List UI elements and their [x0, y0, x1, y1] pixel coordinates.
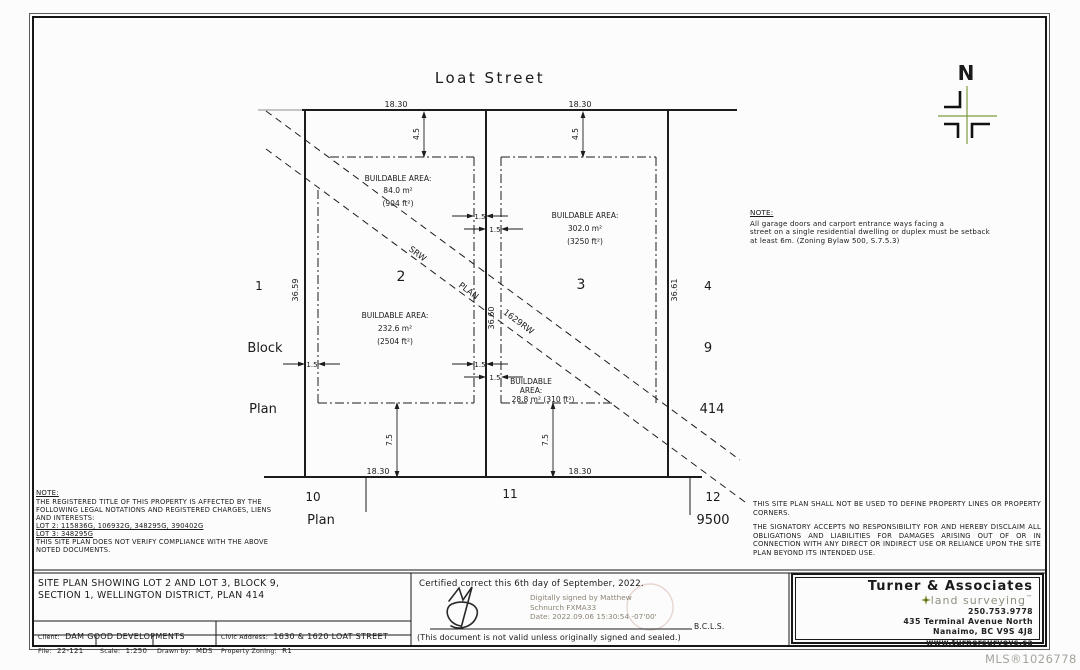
dim-side-setback-e: 1.5 [489, 374, 501, 382]
drawn-by-value: MDS [195, 646, 213, 655]
disclaimer [753, 500, 1041, 564]
plan2-label: Plan [307, 513, 335, 528]
note-heading: NOTE: [36, 489, 59, 497]
property-lines [258, 110, 737, 515]
plan-number: 414 [699, 402, 725, 417]
legal-note-left [36, 489, 274, 554]
trademark-symbol: ™ [1026, 594, 1033, 602]
dim-depth-right: 36.61 [670, 278, 679, 302]
client-value: DAM GOOD DEVELOPMENTS [65, 632, 185, 641]
bcls-designation: B.C.L.S. [694, 622, 725, 631]
dim-frontage-top-lot2: 18.30 [384, 100, 408, 109]
digital-signature-line1: Digitally signed by Matthew [530, 593, 632, 602]
srw-plan-number: 1629RW [500, 307, 536, 338]
lot4-label: 4 [704, 279, 712, 293]
dim-side-setback-d: 1.5 [474, 361, 486, 369]
land-surveying-icon [921, 595, 931, 605]
buildable-lot3-lower-title2: AREA: [519, 386, 543, 395]
zoning-cell [221, 638, 292, 657]
dim-front-setback-lot2: 4.5 [412, 128, 421, 140]
note-heading: NOTE: [750, 208, 774, 217]
zoning-label: Property Zoning: [221, 647, 277, 655]
north-label: N [957, 61, 975, 85]
street-name: Loat Street [434, 69, 546, 87]
buildable-lot3-lower-title1: BUILDABLE [510, 377, 552, 386]
lot1-label: 1 [255, 279, 263, 293]
dimension-lines [283, 113, 583, 476]
block-label: Block [247, 341, 283, 356]
lot12-label: 12 [705, 490, 721, 504]
dim-rear-setback-lot2: 7.5 [385, 434, 394, 446]
note-line-lot2-charges: LOT 2: 115836G, 106932G, 348295G, 390402G [36, 522, 204, 530]
srw-boundary-lines [266, 111, 745, 502]
civic-address-value: 1630 & 1620 LOAT STREET [273, 632, 389, 641]
note-line: FOLLOWING LEGAL NOTATIONS AND REGISTERED CHARGES, LIENS [36, 506, 272, 514]
drawn-by-label: Drawn by: [157, 647, 191, 655]
company-name: Turner & Associates [867, 579, 1033, 594]
digital-signature-line3: Date: 2022.09.06 15:30:54 -07'00' [530, 612, 657, 621]
dim-side-setback-b: 1.5 [489, 226, 501, 234]
handwritten-signature [447, 587, 477, 628]
zoning-note [750, 209, 1020, 245]
note-line: All garage doors and carport entrance ways facing a [750, 219, 945, 228]
client-label: Client: [38, 634, 60, 641]
file-label: File: [38, 647, 52, 655]
dim-side-setback-c: 1.5 [306, 361, 318, 369]
drawing-title [38, 578, 408, 601]
lot3-label: 3 [576, 277, 586, 293]
note-line: THE REGISTERED TITLE OF THIS PROPERTY IS AFFECTED BY THE [36, 498, 262, 506]
dimension-arrowheads [298, 111, 585, 478]
buildable-lot3-title: BUILDABLE AREA: [551, 211, 619, 220]
note-line: THIS SITE PLAN DOES NOT VERIFY COMPLIANCE WITH THE ABOVE [36, 538, 269, 546]
buildable-lot2-title: BUILDABLE AREA: [361, 311, 429, 320]
drawing-title-line1: SITE PLAN SHOWING LOT 2 AND LOT 3, BLOCK 9, [38, 578, 280, 589]
block-number: 9 [703, 341, 713, 356]
north-symbol [938, 61, 997, 144]
company-address2: Nanaimo, BC V9S 4J8 [933, 627, 1033, 637]
note-line: street on a single residential dwelling or duplex must be setback [750, 228, 990, 237]
note-line: AND INTERESTS: [36, 514, 95, 522]
company-box [791, 573, 1044, 647]
buildable-lot2-area: 232.6 m² [377, 324, 413, 333]
drawn-by-cell [157, 638, 213, 657]
buildable-lot2-upper-area: 84.0 m² [383, 186, 413, 195]
certification-statement: Certified correct this 6th day of September, 2022. [419, 579, 644, 589]
plan2-number: 9500 [696, 513, 730, 528]
civic-address-label: Civic Address: [221, 634, 269, 641]
note-line: at least 6m. (Zoning Bylaw 500, S.7.5.3) [750, 236, 900, 245]
dim-front-setback-lot3: 4.5 [571, 128, 580, 140]
mls-watermark: MLS®1026778 [985, 652, 1077, 666]
srw-plan-label: PLAN [456, 280, 481, 303]
dim-depth-mid: 36.60 [487, 306, 496, 330]
disclaimer-para1: THIS SITE PLAN SHALL NOT BE USED TO DEFINE PROPERTY LINES OR PROPERTY CORNERS. [753, 500, 1041, 517]
dim-frontage-bottom-lot2: 18.30 [366, 467, 390, 476]
dim-frontage-top-lot3: 18.30 [568, 100, 592, 109]
lot11-label: 11 [502, 487, 518, 501]
lot2-label: 2 [396, 269, 406, 285]
dim-depth-left: 36.59 [291, 278, 300, 302]
company-address1: 435 Terminal Avenue North [903, 617, 1033, 627]
buildable-lot2-areaft: (2504 ft²) [377, 337, 413, 346]
company-tagline: land surveying [930, 594, 1026, 607]
scale-cell [100, 638, 147, 657]
file-cell [38, 638, 84, 657]
note-line-lot3-charges: LOT 3: 348295G [36, 530, 94, 538]
dim-frontage-bottom-lot3: 18.30 [568, 467, 592, 476]
dim-side-setback-a: 1.5 [474, 213, 486, 221]
company-phone: 250.753.9778 [968, 607, 1033, 616]
buildable-lot2-upper-title: BUILDABLE AREA: [364, 174, 432, 183]
note-line: NOTED DOCUMENTS. [36, 546, 111, 554]
digital-signature-text [530, 593, 657, 622]
scale-value: 1:250 [125, 646, 148, 655]
disclaimer-para2: THE SIGNATORY ACCEPTS NO RESPONSIBILITY FOR AND HEREBY DISCLAIM ALL OBLIGATIONS AND LIABILITIES FOR DAMAGES ARISING OUT OF OR IN CONNECTION WITH ANY DIRECT OR INDIRECT USE OR RELIANCE UPON THE SITE PLAN BEYOND ITS INTENDED USE. [753, 523, 1041, 557]
buildable-lot3-lower-area: 28.8 m² (310 ft²) [511, 395, 575, 404]
buildable-lot3-area: 302.0 m² [567, 224, 603, 233]
buildable-lot2-upper-areaft: (904 ft²) [382, 199, 414, 208]
file-value: 22-121 [56, 646, 84, 655]
company-website: www.turnersurveys.ca [926, 637, 1033, 647]
zoning-value: R1 [282, 646, 293, 655]
company-tagline-row [796, 594, 1033, 607]
company-box-inner [795, 577, 1040, 647]
drawing-title-line2: SECTION 1, WELLINGTON DISTRICT, PLAN 414 [38, 589, 265, 601]
buildable-lot3-areaft: (3250 ft²) [567, 237, 603, 246]
scale-label: Scale: [100, 647, 121, 655]
digital-signature-line2: Schnurch FXMA33 [530, 602, 597, 612]
plan-label: Plan [249, 402, 277, 417]
dim-rear-setback-lot3: 7.5 [541, 434, 550, 446]
validity-statement: (This document is not valid unless originally signed and sealed.) [417, 633, 681, 642]
lot10-label: 10 [305, 490, 321, 504]
srw-label: SRW [406, 244, 428, 265]
